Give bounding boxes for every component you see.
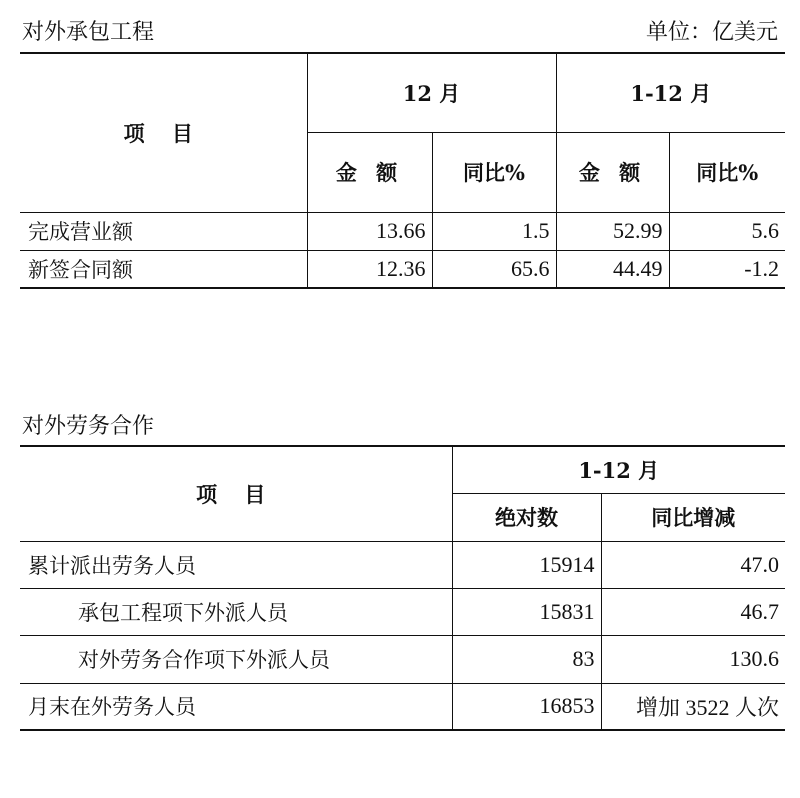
labor-header-absolute: 绝对数 — [452, 493, 601, 541]
month-amount-cell: 12.36 — [307, 250, 432, 288]
table-row — [20, 250, 785, 288]
contract-header-month-amount: 金 额 — [307, 132, 432, 212]
contract-header-month-yoy: 同比% — [432, 132, 556, 212]
row-label: 完成营业额 — [20, 212, 307, 250]
labor-header-ytd: 1-12 月 — [452, 446, 785, 493]
row-label: 承包工程项下外派人员 — [20, 588, 452, 635]
contract-unit-label: 单位：亿美元 — [645, 20, 778, 45]
absolute-cell: 15914 — [452, 541, 601, 588]
ytd-yoy-cell: -1.2 — [669, 250, 785, 288]
labor-table — [20, 445, 785, 731]
ytd-yoy-cell: 5.6 — [669, 212, 785, 250]
yoy-cell: 47.0 — [601, 541, 785, 588]
contract-header-ytd: 1-12 月 — [556, 53, 785, 132]
labor-header-item: 项 目 — [20, 446, 452, 541]
labor-header-yoy: 同比增减 — [601, 493, 785, 541]
contract-header-month: 12 月 — [307, 53, 556, 132]
ytd-amount-cell: 44.49 — [556, 250, 669, 288]
absolute-cell: 15831 — [452, 588, 601, 635]
table-row — [20, 212, 785, 250]
absolute-cell: 83 — [452, 635, 601, 683]
month-yoy-cell: 1.5 — [432, 212, 556, 250]
row-label: 对外劳务合作项下外派人员 — [20, 635, 452, 683]
month-amount-cell: 13.66 — [307, 212, 432, 250]
table-row — [20, 683, 785, 730]
table-row — [20, 588, 785, 635]
row-label: 月末在外劳务人员 — [20, 683, 452, 730]
yoy-cell: 增加 3522 人次 — [601, 683, 785, 730]
absolute-cell: 16853 — [452, 683, 601, 730]
row-label: 新签合同额 — [20, 250, 307, 288]
labor-section-title: 对外劳务合作 — [22, 414, 155, 439]
ytd-amount-cell: 52.99 — [556, 212, 669, 250]
contract-table — [20, 52, 785, 289]
yoy-cell: 46.7 — [601, 588, 785, 635]
month-yoy-cell: 65.6 — [432, 250, 556, 288]
contract-header-item: 项 目 — [20, 53, 307, 212]
table-row — [20, 541, 785, 588]
contract-header-ytd-amount: 金 额 — [556, 132, 669, 212]
contract-section-title: 对外承包工程 — [22, 20, 155, 45]
contract-header-ytd-yoy: 同比% — [669, 132, 785, 212]
row-label: 累计派出劳务人员 — [20, 541, 452, 588]
table-row — [20, 635, 785, 683]
yoy-cell: 130.6 — [601, 635, 785, 683]
